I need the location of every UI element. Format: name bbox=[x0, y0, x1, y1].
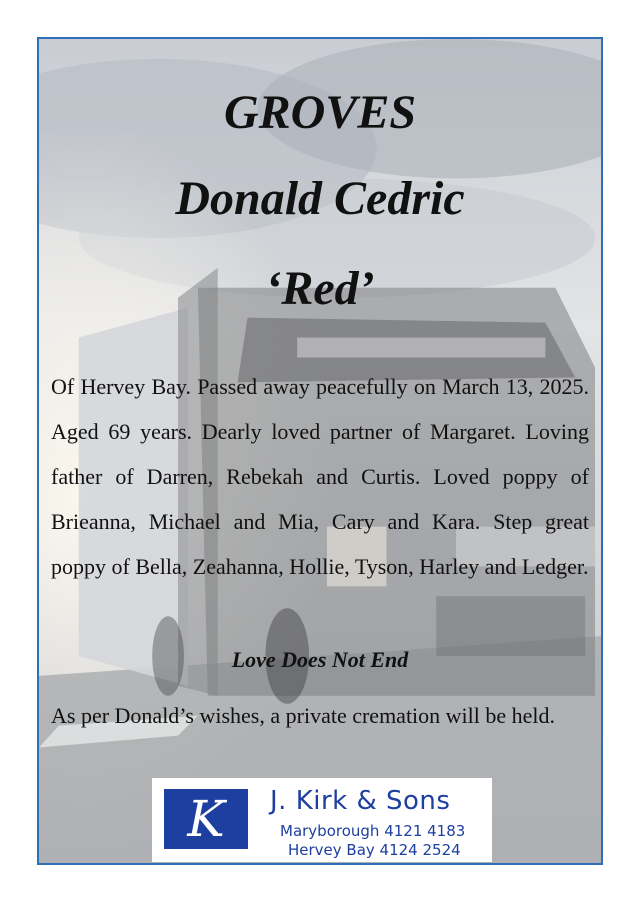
maryborough-phone: Maryborough 4121 4183 bbox=[280, 822, 466, 840]
notice-content bbox=[39, 39, 601, 863]
kirk-monogram-icon bbox=[164, 789, 248, 849]
funeral-director-logo bbox=[152, 778, 492, 862]
nickname-heading: ‘Red’ bbox=[265, 262, 375, 315]
sentiment-line: Love Does Not End bbox=[231, 647, 409, 672]
notice-main-paragraph: Of Hervey Bay. Passed away peacefully on March 13, 2025. Aged 69 years. Dearly loved partner of Margaret. Loving father of Darren, Rebekah and Curtis. Loved poppy of Brieanna, Michael and Mia, Cary and Kara. Step great poppy of Bella, Zeahanna, Hollie, Tyson, Harley and Ledger. bbox=[51, 374, 589, 579]
given-names-heading: Donald Cedric bbox=[175, 172, 465, 225]
hervey-bay-phone: Hervey Bay 4124 2524 bbox=[288, 841, 461, 859]
funeral-director-name: J. Kirk & Sons bbox=[270, 786, 451, 816]
logo-letter: K bbox=[187, 790, 225, 848]
notice-frame bbox=[37, 37, 603, 865]
surname-heading: GROVES bbox=[223, 86, 417, 139]
notice-closing-paragraph: As per Donald’s wishes, a private cremation will be held. bbox=[51, 703, 556, 728]
